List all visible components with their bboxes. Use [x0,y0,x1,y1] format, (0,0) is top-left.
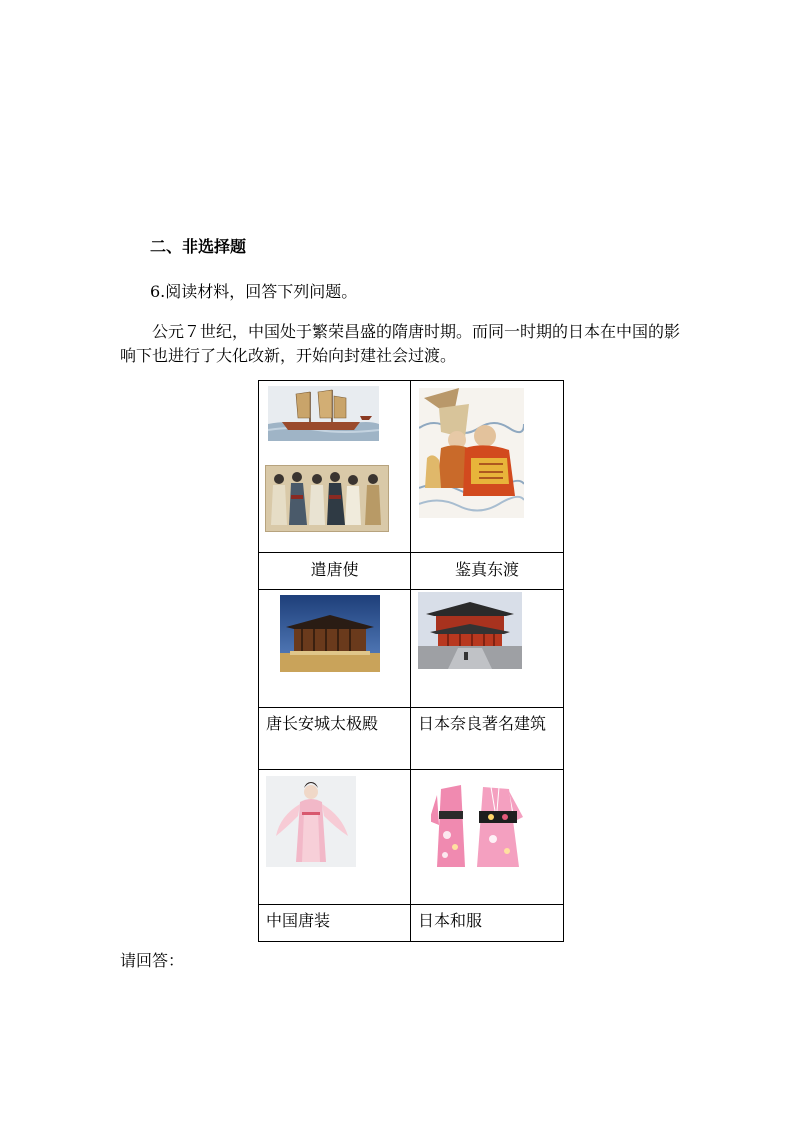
question-text: 6.阅读材料，回答下列问题。 [150,282,358,301]
kimono-caption: 日本和服 [411,905,564,942]
jianzhen-caption: 鉴真东渡 [411,553,564,590]
kimono-image [431,781,523,869]
taiji-hall-caption: 唐长安城太极殿 [259,708,411,770]
nara-building-caption: 日本奈良著名建筑 [411,708,564,770]
nara-building-image-cell [411,590,564,708]
jianzhen-image-cell [411,381,564,553]
jianzhen-voyage-image [419,388,524,518]
section-title: 二、非选择题 [150,237,247,256]
kimono-image-cell [411,770,564,905]
material-paragraph: 公元７世纪，中国处于繁荣昌盛的隋唐时期。而同一时期的日本在中国的影响下也进行了大化改新，开始向封建社会过渡。 [120,322,681,365]
envoy-caption: 遣唐使 [259,553,411,590]
envoy-painting-image [265,465,389,532]
material-table [258,380,564,942]
envoy-images-cell [259,381,411,553]
tang-costume-image-cell [259,770,411,905]
tang-costume-image [266,776,356,867]
nara-building-image [418,592,522,669]
taiji-hall-image [280,595,380,672]
answer-prompt: 请回答： [120,951,185,970]
tang-costume-caption: 中国唐装 [259,905,411,942]
taiji-hall-image-cell [259,590,411,708]
ship-image [268,386,379,441]
